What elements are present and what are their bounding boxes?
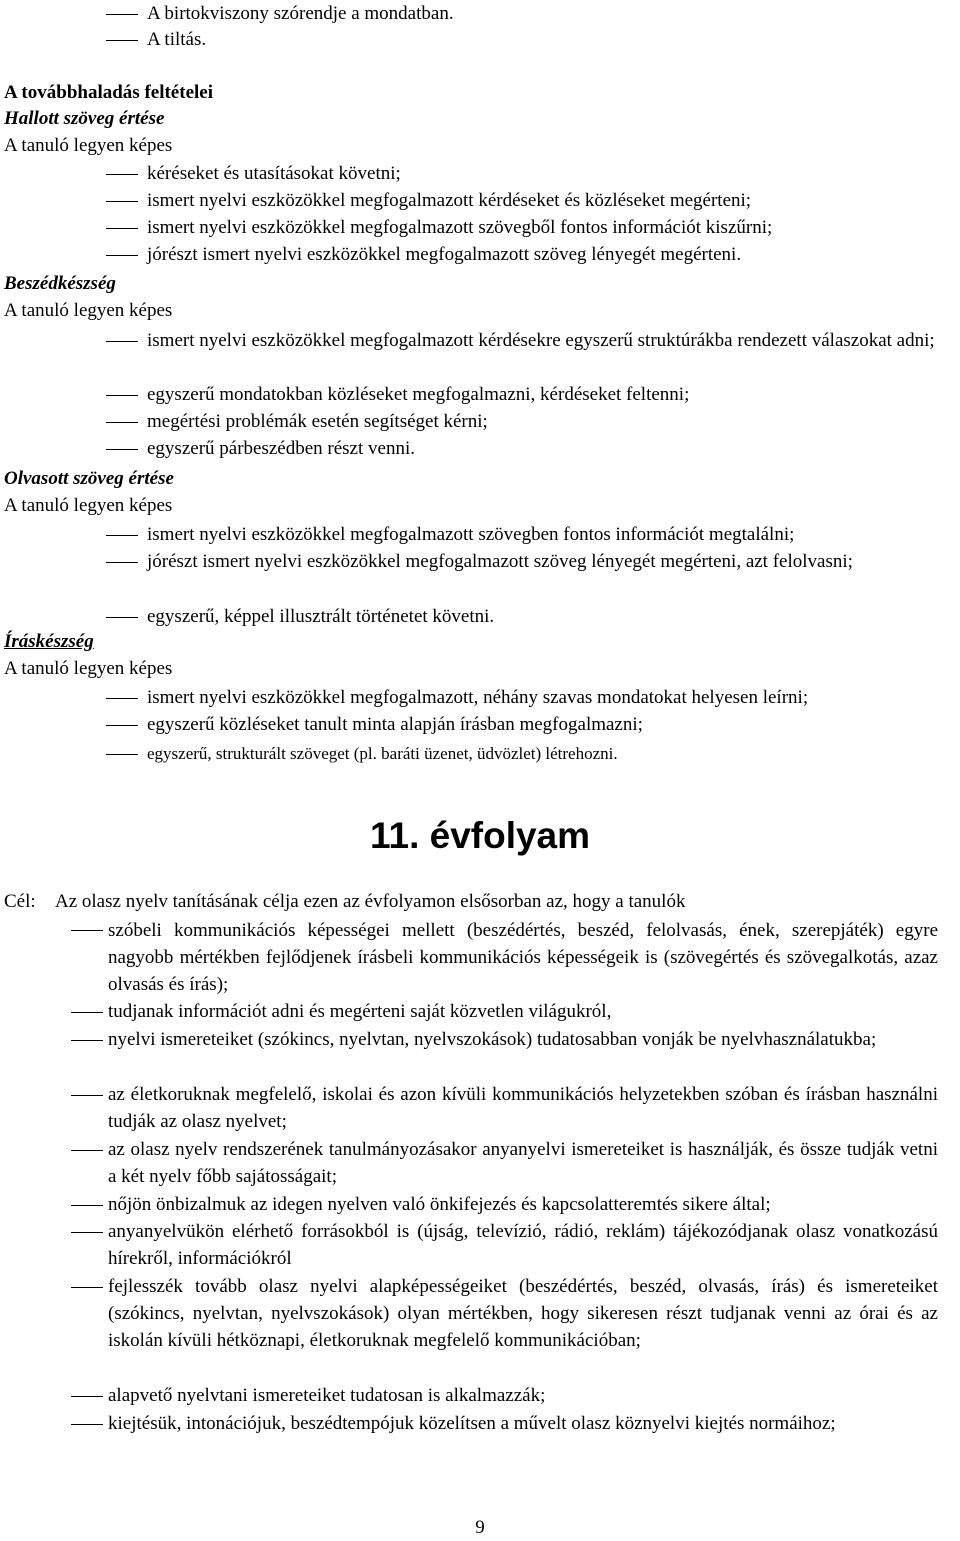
listening-intro: A tanuló legyen képes [4, 135, 173, 156]
goal-text: Az olasz nyelv tanításának célja ezen az évfolyamon elsősorban az, hogy a tanulók [55, 891, 686, 912]
list-item: ismert nyelvi eszközökkel megfogalmazott szövegből fontos információt kiszűrni; [147, 217, 773, 238]
speaking-intro: A tanuló legyen képes [4, 300, 173, 321]
section-title: A továbbhaladás feltételei [4, 82, 213, 103]
list-bullet [106, 562, 138, 563]
list-item: ismert nyelvi eszközökkel megfogalmazott, néhány szavas mondatokat helyesen leírni; [147, 687, 809, 708]
list-bullet [106, 255, 138, 256]
list-item: fejlesszék tovább olasz nyelvi alapképességeiket (beszédértés, beszéd, olvasás, írás) és ismereteiket (szókincs, nyelvtan, nyelvszokások) olyan mértékben, hogy sikeresen részt tudjanak venni az órai és az iskolán kívüli hétköznapi, életkoruknak megfelelő kommunikációban; [108, 1276, 938, 1351]
list-bullet [106, 422, 138, 423]
list-item: egyszerű, képpel illusztrált történetet követni. [147, 606, 495, 627]
list-item: alapvető nyelvtani ismereteiket tudatosan is alkalmazzák; [108, 1385, 546, 1406]
list-bullet [106, 725, 138, 726]
list-item: szóbeli kommunikációs képességei mellett (beszédértés, beszéd, felolvasás, ének, szerepjáték) egyre nagyobb mértékben fejlődjenek írásbeli kommunikációs képességeik is (szövegértés és szövegalkotás, azaz olvasás és írás); [108, 920, 938, 995]
list-bullet [71, 1095, 103, 1096]
list-bullet [106, 698, 138, 699]
list-bullet [106, 617, 138, 618]
list-bullet [106, 449, 138, 450]
list-item: jórészt ismert nyelvi eszközökkel megfogalmazott szöveg lényegét megérteni, azt felolvasni; [147, 551, 853, 572]
list-bullet [71, 1205, 103, 1206]
list-bullet [106, 754, 138, 755]
listening-heading: Hallott szöveg értése [4, 108, 165, 129]
writing-heading: Íráskészség [4, 631, 94, 652]
list-item: anyanyelvükön elérhető forrásokból is (újság, televízió, rádió, reklám) tájékozódjanak olasz vonatkozású hírekről, információkról [108, 1221, 938, 1269]
goal-label: Cél: [4, 891, 36, 912]
list-bullet [106, 228, 138, 229]
list-item: ismert nyelvi eszközökkel megfogalmazott kérdésekre egyszerű struktúrákba rendezett válaszokat adni; [147, 330, 935, 351]
list-item: jórészt ismert nyelvi eszközökkel megfogalmazott szöveg lényegét megérteni. [147, 244, 742, 265]
list-item: egyszerű közléseket tanult minta alapján írásban megfogalmazni; [147, 714, 643, 735]
list-item: az életkoruknak megfelelő, iskolai és azon kívüli kommunikációs helyzetekben szóban és írásban használni tudják az olasz nyelvet; [108, 1084, 938, 1132]
list-item: egyszerű, strukturált szöveget (pl. baráti üzenet, üdvözlet) létrehozni. [147, 744, 618, 763]
list-item: az olasz nyelv rendszerének tanulmányozásakor anyanyelvi ismereteiket is használják, és össze tudják vetni a két nyelv főbb sajátosságait; [108, 1139, 938, 1187]
list-bullet [106, 535, 138, 536]
list-bullet [71, 930, 103, 931]
reading-intro: A tanuló legyen képes [4, 495, 173, 516]
list-item: tudjanak információt adni és megérteni saját közvetlen világukról, [108, 1001, 612, 1022]
list-bullet [71, 1012, 103, 1013]
list-item: kéréseket és utasításokat követni; [147, 163, 401, 184]
list-bullet [71, 1232, 103, 1233]
list-item: ismert nyelvi eszközökkel megfogalmazott kérdéseket és közléseket megérteni; [147, 190, 752, 211]
list-bullet [71, 1396, 103, 1397]
list-item: megértési problémák esetén segítséget kérni; [147, 411, 488, 432]
list-item: nyelvi ismereteiket (szókincs, nyelvtan, nyelvszokások) tudatosabban vonják be nyelvhasználatukba; [108, 1029, 877, 1050]
list-bullet [71, 1040, 103, 1041]
list-bullet [71, 1424, 103, 1425]
list-item: egyszerű párbeszédben részt venni. [147, 438, 415, 459]
list-bullet [106, 341, 138, 342]
list-item: A tiltás. [147, 29, 207, 50]
writing-intro: A tanuló legyen képes [4, 658, 173, 679]
list-bullet [106, 201, 138, 202]
speaking-heading: Beszédkészség [4, 273, 116, 294]
grade-heading: 11. évfolyam [369, 815, 591, 856]
list-item: kiejtésük, intonációjuk, beszédtempójuk közelítsen a művelt olasz köznyelvi kiejtés normáihoz; [108, 1413, 836, 1434]
list-bullet [71, 1150, 103, 1151]
list-bullet [106, 174, 138, 175]
list-item: ismert nyelvi eszközökkel megfogalmazott szövegben fontos információt megtalálni; [147, 524, 795, 545]
reading-heading: Olvasott szöveg értése [4, 468, 174, 489]
list-bullet [106, 395, 138, 396]
list-item: nőjön önbizalmuk az idegen nyelven való önkifejezés és kapcsolatteremtés sikere által; [108, 1194, 771, 1215]
list-bullet [71, 1287, 103, 1288]
list-item: A birtokviszony szórendje a mondatban. [147, 3, 454, 24]
page-number: 9 [475, 1517, 485, 1538]
list-item: egyszerű mondatokban közléseket megfogalmazni, kérdéseket feltenni; [147, 384, 690, 405]
list-bullet [106, 14, 138, 15]
list-bullet [106, 40, 138, 41]
